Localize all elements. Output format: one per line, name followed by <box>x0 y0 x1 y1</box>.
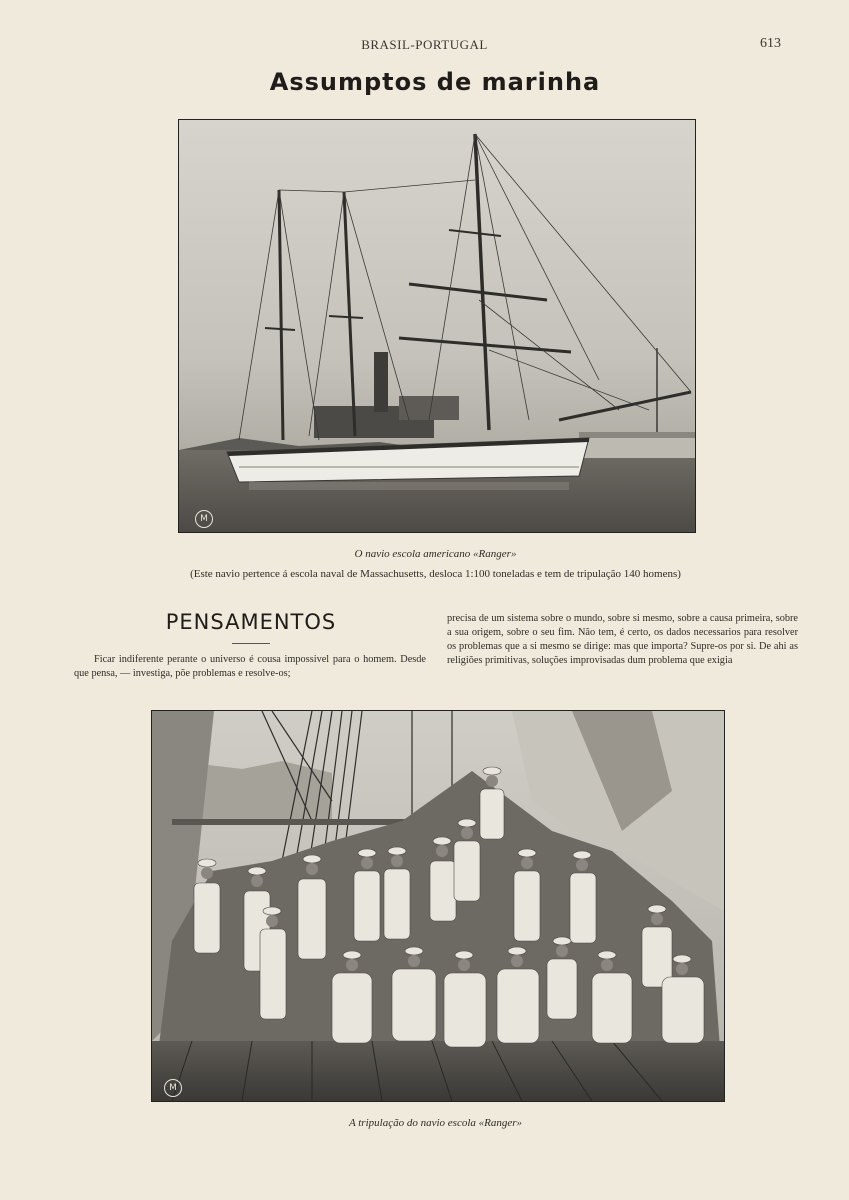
crew-photo <box>151 710 725 1102</box>
crew-caption: A tripulação do navio escola «Ranger» <box>348 1117 523 1129</box>
section-divider <box>232 643 270 644</box>
monogram-icon: M <box>164 1079 182 1097</box>
page-number: 613 <box>760 36 781 51</box>
running-head: BRASIL-PORTUGAL <box>361 37 488 52</box>
text-column-left: Ficar indiferente perante o universo é cousa impossivel para o homem. Desde que pensa, — investiga, põe problemas e resolve-os; <box>74 654 426 679</box>
ship-subcaption: (Este navio pertence á escola naval de Massachusetts, desloca 1:100 toneladas e tem de tripulação 140 homens) <box>190 568 681 580</box>
ship-caption: O navio escola americano «Ranger» <box>354 548 517 560</box>
section-title: PENSAMENTOS <box>165 610 337 634</box>
monogram-icon: M <box>195 510 213 528</box>
article-title: Assumptos de marinha <box>269 68 601 96</box>
crew-illustration <box>152 711 724 1101</box>
text-column-right: precisa de um sistema sobre o mundo, sobre si mesmo, sobre a causa primeira, sobre a sua origem, sobre o seu fim. Não tem, é certo, os dados necessarios para resolver os problemas que a si mesmo se dirige: mas que importa? Supre-os por si. De ahi as religiões primitivas, soluções improvisadas dum problema que exigia <box>447 613 798 666</box>
ship-photo <box>178 119 696 533</box>
ship-illustration <box>179 120 695 532</box>
